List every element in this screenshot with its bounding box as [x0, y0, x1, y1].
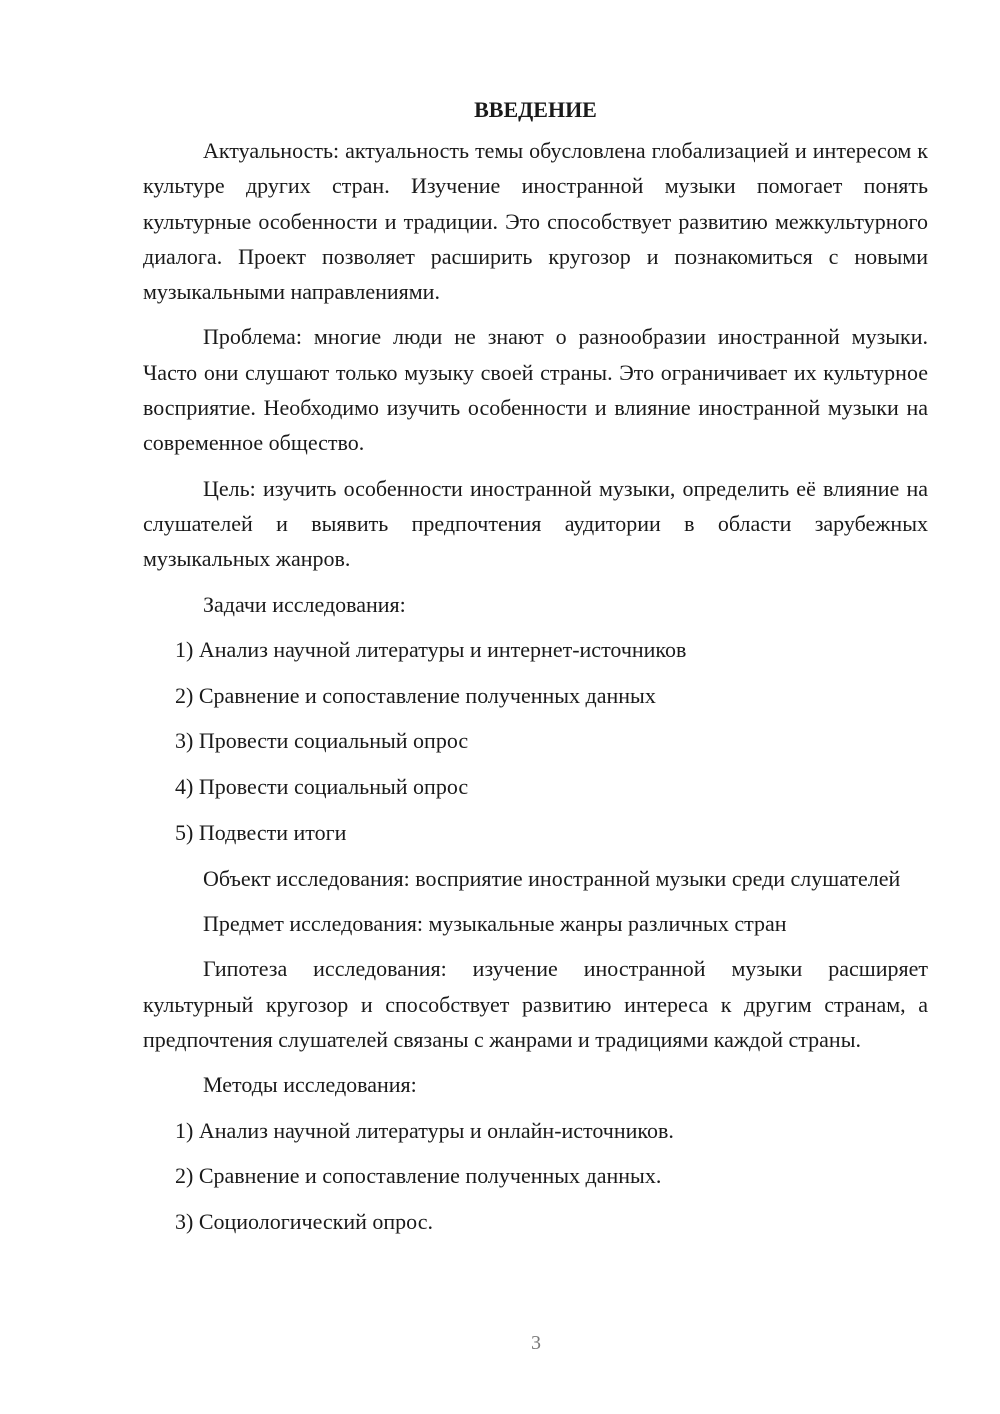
relevance-paragraph: Актуальность: актуальность темы обусловлена глобализацией и интересом к культуре других стран. Изучение иностранной музыки помогает понять культурные особенности и традиции. Это способствует развитию межкультурного диалога. Проект позволяет расширить кругозор и познакомиться с новыми музыкальными направлениями.: [143, 138, 928, 305]
list-item: 1) Анализ научной литературы и интернет-источников: [175, 636, 687, 662]
hypothesis-paragraph: Гипотеза исследования: изучение иностранной музыки расширяет культурный кругозор и способствует развитию интереса к другим странам, а предпочтения слушателей связаны с жанрами и традициями каждой страны.: [143, 956, 928, 1053]
methods-list: [143, 1113, 928, 1240]
tasks-heading: Задачи исследования:: [203, 591, 406, 617]
list-item: 2) Сравнение и сопоставление полученных данных: [175, 682, 656, 708]
section-title: ВВЕДЕНИЕ: [474, 97, 597, 122]
document-page: [143, 92, 928, 1250]
tasks-list: [143, 632, 928, 850]
list-item: 2) Сравнение и сопоставление полученных данных.: [175, 1163, 662, 1189]
problem-paragraph: Проблема: многие люди не знают о разнообразии иностранной музыки. Часто они слушают только музыку своей страны. Это ограничивает их культурное восприятие. Необходимо изучить особенности и влияние иностранной музыки на современное общество.: [143, 324, 928, 456]
list-item: 5) Подвести итоги: [175, 820, 347, 846]
list-item: 4) Провести социальный опрос: [175, 774, 469, 800]
list-item: 3) Социологический опрос.: [175, 1209, 433, 1235]
methods-heading: Методы исследования:: [203, 1072, 417, 1098]
goal-paragraph: Цель: изучить особенности иностранной музыки, определить её влияние на слушателей и выявить предпочтения аудитории в области зарубежных музыкальных жанров.: [143, 475, 928, 572]
subject-paragraph: Предмет исследования: музыкальные жанры различных стран: [203, 911, 787, 937]
list-item: 1) Анализ научной литературы и онлайн-источников.: [175, 1117, 674, 1143]
object-paragraph: Объект исследования: восприятие иностранной музыки среди слушателей: [203, 865, 901, 891]
list-item: 3) Провести социальный опрос: [175, 728, 469, 754]
page-number: 3: [531, 1332, 541, 1354]
